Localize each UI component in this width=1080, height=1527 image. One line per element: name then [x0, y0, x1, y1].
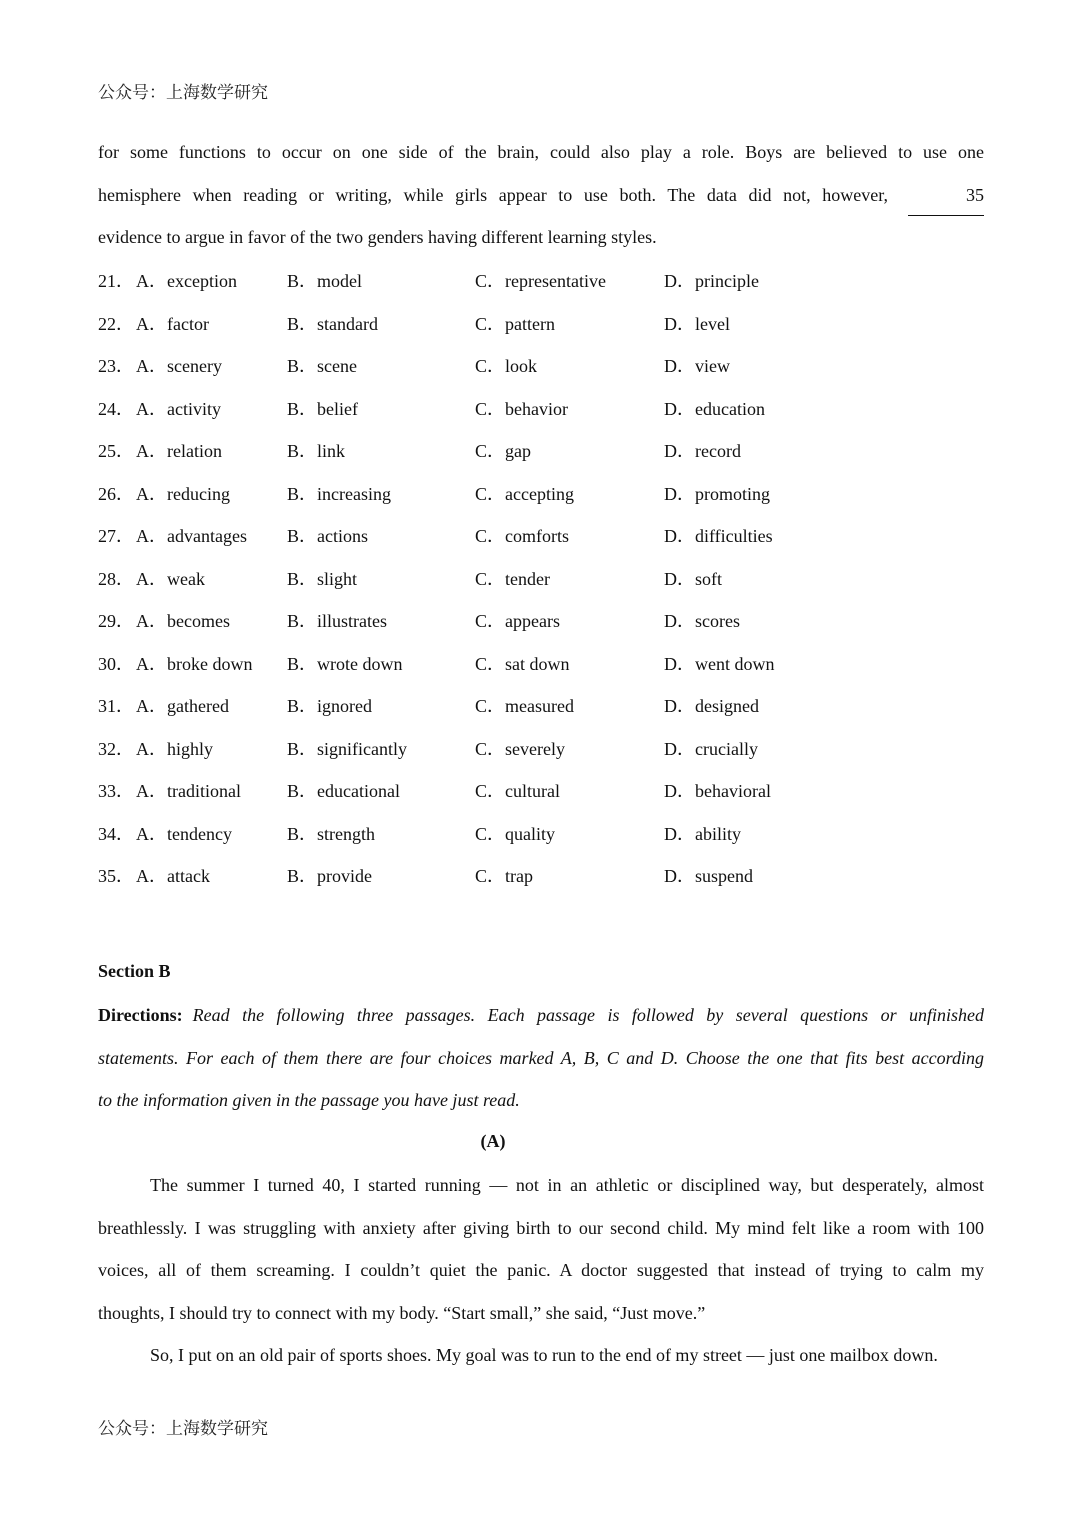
passage-line-3-text: voices, all of them screaming. I couldn’t quiet the panic. A doctor suggested that instead of trying to calm my — [98, 1260, 984, 1281]
question-number: 27． — [98, 526, 134, 546]
question-number: 23． — [98, 356, 134, 376]
question-number: 33． — [98, 781, 134, 801]
question-number: 25． — [98, 441, 134, 461]
question-row — [98, 684, 984, 727]
question-number: 30． — [98, 653, 134, 674]
option-c: C．tender — [475, 568, 550, 589]
question-number: 24． — [98, 398, 134, 419]
option-b: B．actions — [287, 526, 368, 546]
option-c: C．comforts — [475, 526, 569, 546]
option-b: B．strength — [287, 823, 375, 844]
option-d: D．went down — [664, 653, 775, 674]
question-row — [98, 854, 984, 897]
passage-line-1 — [98, 1164, 984, 1207]
directions-line-2-text: statements. For each of them there are four choices marked A, B, C and D. Choose the one that fits best according — [98, 1047, 984, 1068]
document-page — [98, 0, 984, 1527]
option-d: D．principle — [664, 271, 759, 291]
option-a: A．highly — [136, 738, 214, 759]
option-a: A．activity — [136, 398, 221, 419]
option-c: C．pattern — [475, 313, 555, 334]
option-b: B．ignored — [287, 696, 372, 716]
question-row — [98, 387, 984, 430]
question-row — [98, 599, 984, 642]
option-d: D．promoting — [664, 483, 770, 504]
passage-label: (A) — [480, 1131, 506, 1151]
question-row — [98, 344, 984, 387]
question-row — [98, 812, 984, 855]
passage-line-2-text: breathlessly. I was struggling with anxiety after giving birth to our second child. My mind felt like a room with 100 — [98, 1217, 984, 1238]
option-c: C．trap — [475, 866, 533, 886]
option-b: B．educational — [287, 781, 400, 801]
question-number: 32． — [98, 738, 134, 759]
question-row — [98, 727, 984, 770]
option-d: D．behavioral — [664, 781, 771, 801]
option-b: B．provide — [287, 866, 372, 886]
option-b: B．link — [287, 441, 346, 461]
option-d: D．education — [664, 398, 765, 419]
question-row — [98, 557, 984, 600]
option-c: C．sat down — [475, 653, 570, 674]
question-row — [98, 514, 984, 557]
option-c: C．severely — [475, 738, 565, 759]
option-c: C．measured — [475, 696, 574, 716]
option-d: D．scores — [664, 611, 740, 631]
option-d: D．ability — [664, 823, 741, 844]
question-number: 21． — [98, 271, 134, 291]
option-a: A．reducing — [136, 483, 230, 504]
question-row — [98, 302, 984, 345]
section-title: Section B — [98, 961, 171, 981]
option-d: D．difficulties — [664, 526, 773, 546]
option-b: B．model — [287, 271, 362, 291]
option-a: A．weak — [136, 568, 205, 589]
question-number: 26． — [98, 483, 134, 504]
option-a: A．becomes — [136, 611, 230, 631]
option-d: D．level — [664, 313, 730, 334]
option-d: D．suspend — [664, 866, 753, 886]
option-d: D．record — [664, 441, 741, 461]
option-d: D．crucially — [664, 738, 758, 759]
directions-line-1-text: Read the following three passages. Each passage is followed by several questions or unfinished — [192, 1005, 984, 1025]
option-a: A．traditional — [136, 781, 241, 801]
passage-line-4: thoughts, I should try to connect with my body. “Start small,” she said, “Just move.” — [98, 1302, 706, 1323]
option-b: B．wrote down — [287, 653, 403, 674]
option-d: D．designed — [664, 696, 759, 716]
passage-line-5: So, I put on an old pair of sports shoes. My goal was to run to the end of my street — just one mailbox down. — [150, 1345, 938, 1366]
option-a: A．attack — [136, 866, 210, 886]
passage-a — [98, 1164, 984, 1377]
directions-line-1 — [98, 994, 984, 1037]
option-c: C．accepting — [475, 483, 574, 504]
option-c: C．appears — [475, 611, 560, 631]
option-d: D．soft — [664, 568, 722, 589]
question-row — [98, 642, 984, 685]
option-c: C．look — [475, 356, 538, 376]
answer-blank-35: 35 — [908, 186, 984, 217]
question-row — [98, 259, 984, 302]
option-b: B．slight — [287, 568, 358, 589]
intro-line-1-text: for some functions to occur on one side of the brain, could also play a role. Boys are believed to use one — [98, 142, 984, 162]
question-row — [98, 472, 984, 515]
option-d: D．view — [664, 356, 730, 376]
question-number: 29． — [98, 611, 134, 631]
intro-line-2 — [98, 174, 984, 217]
option-a: A．relation — [136, 441, 222, 461]
option-c: C．gap — [475, 441, 531, 461]
option-a: A．factor — [136, 313, 209, 334]
question-number: 35． — [98, 866, 134, 886]
page-header: 公众号：上海数学研究 — [98, 83, 268, 103]
question-number: 31． — [98, 696, 134, 716]
option-a: A．scenery — [136, 356, 222, 376]
option-b: B．belief — [287, 398, 358, 419]
passage-line-1-text: The summer I turned 40, I started running — not in an athletic or disciplined way, but desperately, almost — [150, 1175, 984, 1195]
intro-line-1 — [98, 131, 984, 174]
option-a: A．tendency — [136, 823, 232, 844]
option-b: B．standard — [287, 313, 378, 334]
option-b: B．illustrates — [287, 611, 387, 631]
option-a: A．advantages — [136, 526, 247, 546]
directions-label: Directions: — [98, 1005, 183, 1025]
question-row — [98, 769, 984, 812]
option-b: B．significantly — [287, 738, 407, 759]
passage-line-3 — [98, 1249, 984, 1292]
question-options — [98, 259, 984, 897]
option-a: A．exception — [136, 271, 237, 291]
passage-line-2 — [98, 1207, 984, 1250]
option-c: C．cultural — [475, 781, 560, 801]
option-a: A．gathered — [136, 696, 229, 716]
question-number: 28． — [98, 568, 134, 589]
option-c: C．behavior — [475, 398, 568, 419]
option-a: A．broke down — [136, 653, 253, 674]
intro-line-2-text: hemisphere when reading or writing, while girls appear to use both. The data did not, however, — [98, 184, 888, 205]
question-number: 22． — [98, 313, 134, 334]
option-c: C．representative — [475, 271, 606, 291]
intro-line-3: evidence to argue in favor of the two genders having different learning styles. — [98, 227, 657, 248]
directions-line-3: to the information given in the passage you have just read. — [98, 1090, 520, 1111]
option-c: C．quality — [475, 823, 555, 844]
intro-paragraph — [98, 131, 984, 259]
question-number: 34． — [98, 823, 134, 844]
option-b: B．increasing — [287, 483, 391, 504]
directions — [98, 994, 984, 1122]
option-b: B．scene — [287, 356, 357, 376]
page-footer: 公众号：上海数学研究 — [98, 1419, 268, 1439]
directions-line-2 — [98, 1037, 984, 1080]
question-row — [98, 429, 984, 472]
